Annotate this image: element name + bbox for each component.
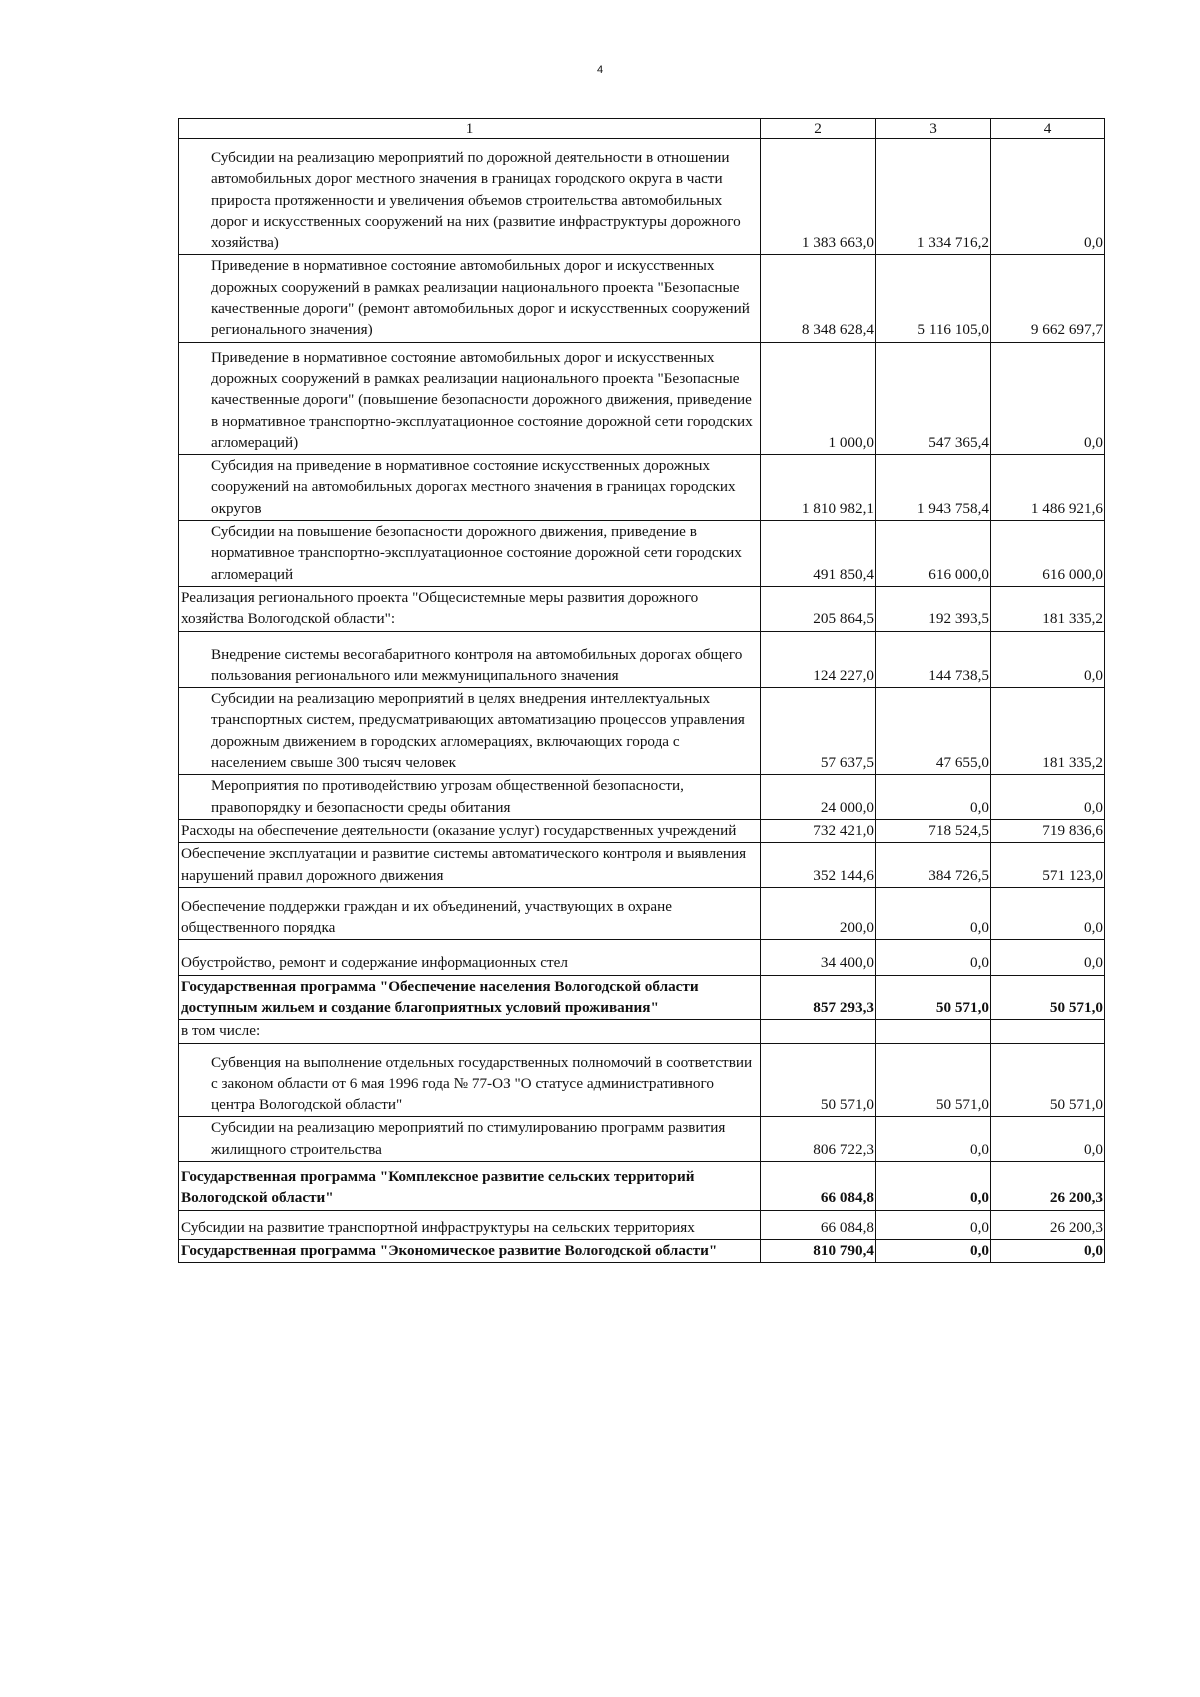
table-row bbox=[179, 843, 1105, 888]
row-value-col-4: 0,0 bbox=[991, 1239, 1105, 1262]
row-value-col-4: 0,0 bbox=[991, 940, 1105, 975]
row-value-col-2: 1 000,0 bbox=[761, 342, 876, 454]
row-value-col-4: 616 000,0 bbox=[991, 521, 1105, 587]
row-name: Государственная программа "Экономическое развитие Вологодской области" bbox=[179, 1239, 761, 1262]
row-value-col-2: 810 790,4 bbox=[761, 1239, 876, 1262]
row-value-col-3: 0,0 bbox=[876, 1239, 991, 1262]
table-row bbox=[179, 975, 1105, 1020]
row-value-col-4: 50 571,0 bbox=[991, 975, 1105, 1020]
row-value-col-2: 66 084,8 bbox=[761, 1162, 876, 1211]
row-name: Субсидии на реализацию мероприятий в целях внедрения интеллектуальных транспортных систем, предусматривающих автоматизацию процессов управления дорожным движением в городских агломерациях, включающих города с населением свыше 300 тысяч человек bbox=[179, 688, 761, 775]
row-value-col-2: 66 084,8 bbox=[761, 1210, 876, 1239]
row-value-col-3: 50 571,0 bbox=[876, 975, 991, 1020]
row-value-col-3: 1 943 758,4 bbox=[876, 455, 991, 521]
row-value-col-4: 571 123,0 bbox=[991, 843, 1105, 888]
header-col-2: 2 bbox=[761, 119, 876, 139]
table-row bbox=[179, 1162, 1105, 1211]
row-name: Субсидия на приведение в нормативное состояние искусственных дорожных сооружений на автомобильных дорогах местного значения в границах городских округов bbox=[179, 455, 761, 521]
row-value-col-2: 200,0 bbox=[761, 887, 876, 940]
row-name: Субвенция на выполнение отдельных государственных полномочий в соответствии с законом области от 6 мая 1996 года № 77-ОЗ "О статусе административного центра Вологодской области" bbox=[179, 1043, 761, 1117]
row-name: Мероприятия по противодействию угрозам общественной безопасности, правопорядку и безопасности среды обитания bbox=[179, 775, 761, 820]
table-row bbox=[179, 940, 1105, 975]
row-value-col-4 bbox=[991, 1020, 1105, 1043]
table-header-row bbox=[179, 119, 1105, 139]
table-row bbox=[179, 775, 1105, 820]
row-value-col-3: 47 655,0 bbox=[876, 688, 991, 775]
table-row bbox=[179, 1020, 1105, 1043]
header-col-1: 1 bbox=[179, 119, 761, 139]
row-value-col-4: 26 200,3 bbox=[991, 1162, 1105, 1211]
row-value-col-2: 8 348 628,4 bbox=[761, 255, 876, 342]
row-name: Внедрение системы весогабаритного контроля на автомобильных дорогах общего пользования регионального или межмуниципального значения bbox=[179, 631, 761, 688]
row-value-col-4: 0,0 bbox=[991, 342, 1105, 454]
page-number: 4 bbox=[596, 64, 604, 76]
row-value-col-3: 0,0 bbox=[876, 940, 991, 975]
row-value-col-3: 0,0 bbox=[876, 1162, 991, 1211]
row-value-col-4: 0,0 bbox=[991, 1117, 1105, 1162]
row-value-col-2: 57 637,5 bbox=[761, 688, 876, 775]
row-value-col-4: 0,0 bbox=[991, 887, 1105, 940]
table-row bbox=[179, 1210, 1105, 1239]
row-value-col-4: 1 486 921,6 bbox=[991, 455, 1105, 521]
row-value-col-2: 352 144,6 bbox=[761, 843, 876, 888]
table-row bbox=[179, 1043, 1105, 1117]
row-value-col-4: 0,0 bbox=[991, 775, 1105, 820]
row-value-col-3: 50 571,0 bbox=[876, 1043, 991, 1117]
row-name: Субсидии на повышение безопасности дорожного движения, приведение в нормативное транспортно-эксплуатационное состояние дорожной сети городских агломераций bbox=[179, 521, 761, 587]
row-value-col-3: 144 738,5 bbox=[876, 631, 991, 688]
row-value-col-3: 0,0 bbox=[876, 1210, 991, 1239]
row-value-col-2: 34 400,0 bbox=[761, 940, 876, 975]
row-value-col-3 bbox=[876, 1020, 991, 1043]
row-value-col-2: 491 850,4 bbox=[761, 521, 876, 587]
table-row bbox=[179, 819, 1105, 842]
row-value-col-2: 124 227,0 bbox=[761, 631, 876, 688]
row-value-col-4: 181 335,2 bbox=[991, 688, 1105, 775]
table-row bbox=[179, 342, 1105, 454]
header-col-3: 3 bbox=[876, 119, 991, 139]
table-row bbox=[179, 139, 1105, 255]
row-value-col-2: 806 722,3 bbox=[761, 1117, 876, 1162]
table-row bbox=[179, 1239, 1105, 1262]
row-value-col-3: 547 365,4 bbox=[876, 342, 991, 454]
row-name: Государственная программа "Комплексное развитие сельских территорий Вологодской области" bbox=[179, 1162, 761, 1211]
row-value-col-4: 0,0 bbox=[991, 631, 1105, 688]
table-row bbox=[179, 455, 1105, 521]
table-row bbox=[179, 1117, 1105, 1162]
row-name: в том числе: bbox=[179, 1020, 761, 1043]
row-name: Расходы на обеспечение деятельности (оказание услуг) государственных учреждений bbox=[179, 819, 761, 842]
row-name: Субсидии на реализацию мероприятий по стимулированию программ развития жилищного строительства bbox=[179, 1117, 761, 1162]
row-value-col-2: 1 810 982,1 bbox=[761, 455, 876, 521]
table-row bbox=[179, 887, 1105, 940]
table-row bbox=[179, 255, 1105, 342]
row-value-col-3: 0,0 bbox=[876, 775, 991, 820]
row-value-col-2: 24 000,0 bbox=[761, 775, 876, 820]
row-value-col-3: 384 726,5 bbox=[876, 843, 991, 888]
row-value-col-3: 0,0 bbox=[876, 887, 991, 940]
budget-table bbox=[178, 118, 1105, 1263]
row-value-col-2: 205 864,5 bbox=[761, 586, 876, 631]
row-name: Субсидии на развитие транспортной инфраструктуры на сельских территориях bbox=[179, 1210, 761, 1239]
row-value-col-2: 50 571,0 bbox=[761, 1043, 876, 1117]
row-name: Приведение в нормативное состояние автомобильных дорог и искусственных дорожных сооружений в рамках реализации национального проекта "Безопасные качественные дороги" (ремонт автомобильных дорог и искусственных сооружений регионального значения) bbox=[179, 255, 761, 342]
row-name: Приведение в нормативное состояние автомобильных дорог и искусственных дорожных сооружений в рамках реализации национального проекта "Безопасные качественные дороги" (повышение безопасности дорожного движения, приведение в нормативное транспортно-эксплуатационное состояние дорожной сети городских агломераций) bbox=[179, 342, 761, 454]
row-value-col-3: 616 000,0 bbox=[876, 521, 991, 587]
row-value-col-2 bbox=[761, 1020, 876, 1043]
row-name: Обеспечение поддержки граждан и их объединений, участвующих в охране общественного порядка bbox=[179, 887, 761, 940]
row-name: Обеспечение эксплуатации и развитие системы автоматического контроля и выявления нарушений правил дорожного движения bbox=[179, 843, 761, 888]
row-name: Реализация регионального проекта "Общесистемные меры развития дорожного хозяйства Вологодской области": bbox=[179, 586, 761, 631]
row-value-col-4: 26 200,3 bbox=[991, 1210, 1105, 1239]
row-name: Обустройство, ремонт и содержание информационных стел bbox=[179, 940, 761, 975]
row-name: Государственная программа "Обеспечение населения Вологодской области доступным жильем и создание благоприятных условий проживания" bbox=[179, 975, 761, 1020]
table-row bbox=[179, 688, 1105, 775]
row-value-col-3: 0,0 bbox=[876, 1117, 991, 1162]
row-value-col-3: 1 334 716,2 bbox=[876, 139, 991, 255]
row-value-col-4: 719 836,6 bbox=[991, 819, 1105, 842]
row-value-col-2: 1 383 663,0 bbox=[761, 139, 876, 255]
row-value-col-4: 0,0 bbox=[991, 139, 1105, 255]
table-row bbox=[179, 631, 1105, 688]
table-row bbox=[179, 521, 1105, 587]
row-value-col-4: 181 335,2 bbox=[991, 586, 1105, 631]
row-value-col-3: 192 393,5 bbox=[876, 586, 991, 631]
row-value-col-2: 732 421,0 bbox=[761, 819, 876, 842]
row-name: Субсидии на реализацию мероприятий по дорожной деятельности в отношении автомобильных дорог местного значения в границах городского округа в части прироста протяженности и увеличения объемов строительства автомобильных дорог и искусственных сооружений на них (развитие инфраструктуры дорожного хозяйства) bbox=[179, 139, 761, 255]
row-value-col-3: 5 116 105,0 bbox=[876, 255, 991, 342]
row-value-col-2: 857 293,3 bbox=[761, 975, 876, 1020]
row-value-col-4: 50 571,0 bbox=[991, 1043, 1105, 1117]
table-row bbox=[179, 586, 1105, 631]
header-col-4: 4 bbox=[991, 119, 1105, 139]
row-value-col-3: 718 524,5 bbox=[876, 819, 991, 842]
row-value-col-4: 9 662 697,7 bbox=[991, 255, 1105, 342]
